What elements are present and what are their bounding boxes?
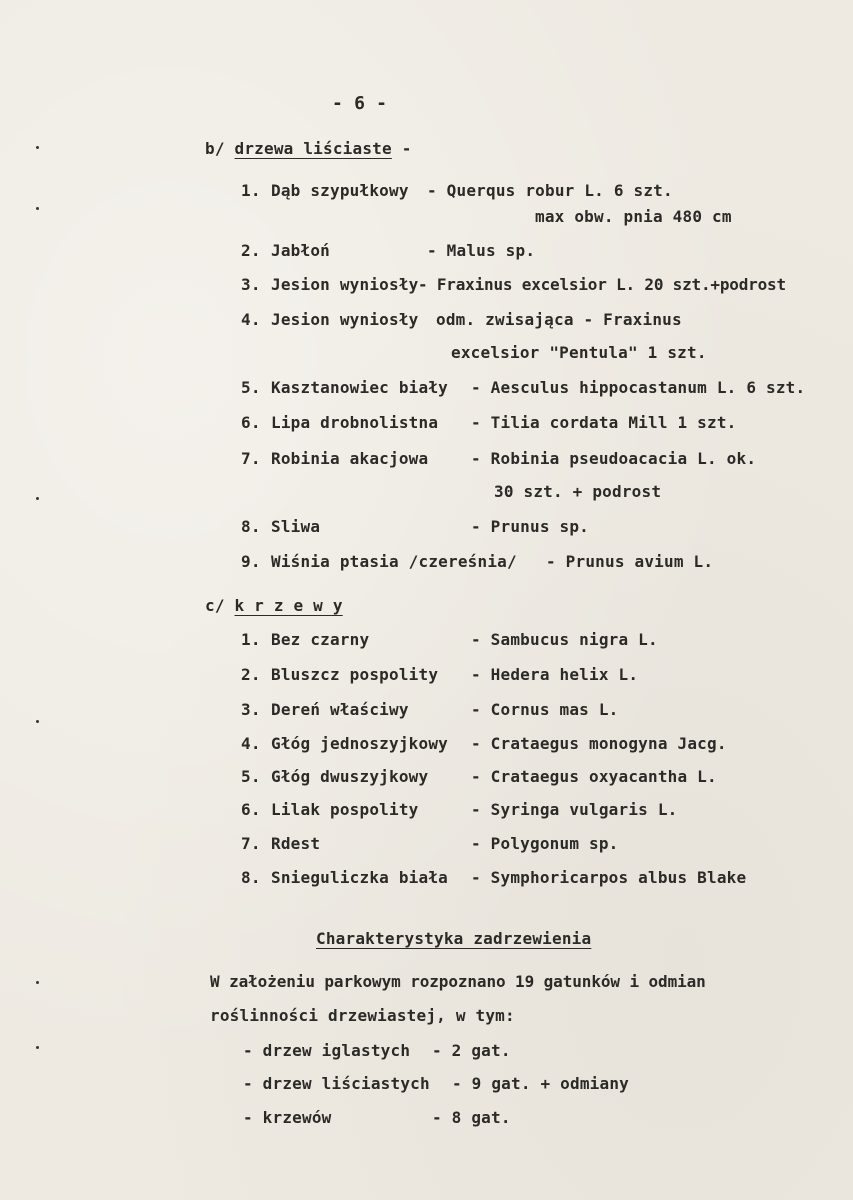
c-item-8-name: Snieguliczka biała: [271, 868, 448, 887]
b-item-4-name: Jesion wyniosły: [271, 310, 419, 329]
characteristic-paragraph-line2: roślinności drzewiastej, w tym:: [210, 1006, 515, 1025]
bullet-2-label: - drzew liściastych: [243, 1074, 430, 1093]
c-item-1-num: 1.: [241, 630, 261, 649]
margin-dot: [36, 720, 39, 723]
c-item-6-name: Lilak pospolity: [271, 800, 419, 819]
b-item-7-num: 7.: [241, 449, 261, 468]
b-item-9-latin: - Prunus avium L.: [546, 552, 714, 571]
b-item-6-latin: - Tilia cordata Mill 1 szt.: [471, 413, 737, 432]
bullet-2-value: - 9 gat. + odmiany: [452, 1074, 629, 1093]
c-item-3-latin: - Cornus mas L.: [471, 700, 619, 719]
b-item-4-num: 4.: [241, 310, 261, 329]
c-item-7-latin: - Polygonum sp.: [471, 834, 619, 853]
c-item-5-num: 5.: [241, 767, 261, 786]
c-item-6-latin: - Syringa vulgaris L.: [471, 800, 678, 819]
section-b-heading: [205, 139, 412, 159]
b-item-8-latin: - Prunus sp.: [471, 517, 589, 536]
c-item-2-name: Bluszcz pospolity: [271, 665, 439, 684]
b-item-3-latin: - Fraxinus excelsior L. 20 szt.+podrost: [418, 275, 786, 294]
b-item-3-name: Jesion wyniosły: [271, 275, 419, 294]
b-item-8-num: 8.: [241, 517, 261, 536]
c-item-7-name: Rdest: [271, 834, 321, 853]
b-item-3-num: 3.: [241, 275, 261, 294]
c-item-1-name: Bez czarny: [271, 630, 370, 649]
b-item-2-num: 2.: [241, 241, 261, 260]
bullet-3-label: - krzewów: [243, 1108, 332, 1127]
b-item-7-latin: - Robinia pseudoacacia L. ok.: [471, 449, 757, 468]
c-item-5-name: Głóg dwuszyjkowy: [271, 767, 429, 786]
b-item-9-num: 9.: [241, 552, 261, 571]
section-c-heading: [205, 596, 343, 616]
bullet-3-value: - 8 gat.: [432, 1108, 511, 1127]
section-c-label: c/: [205, 596, 225, 615]
b-item-1-num: 1.: [241, 181, 261, 200]
b-item-9-name: Wiśnia ptasia /czereśnia/: [271, 552, 517, 571]
c-item-7-num: 7.: [241, 834, 261, 853]
c-item-5-latin: - Crataegus oxyacantha L.: [471, 767, 717, 786]
margin-dot: [36, 207, 39, 210]
c-item-4-name: Głóg jednoszyjkowy: [271, 734, 448, 753]
b-item-5-name: Kasztanowiec biały: [271, 378, 448, 397]
c-item-2-latin: - Hedera helix L.: [471, 665, 639, 684]
characteristic-heading: Charakterystyka zadrzewienia: [316, 929, 592, 948]
b-item-7-name: Robinia akacjowa: [271, 449, 429, 468]
c-item-1-latin: - Sambucus nigra L.: [471, 630, 658, 649]
section-b-dash: -: [401, 139, 412, 158]
c-item-6-num: 6.: [241, 800, 261, 819]
bullet-1-value: - 2 gat.: [432, 1041, 511, 1060]
c-item-4-num: 4.: [241, 734, 261, 753]
b-item-5-num: 5.: [241, 378, 261, 397]
c-item-8-num: 8.: [241, 868, 261, 887]
c-item-2-num: 2.: [241, 665, 261, 684]
b-item-4-cont: excelsior "Pentula" 1 szt.: [451, 343, 707, 362]
b-item-1-name: Dąb szypułkowy: [271, 181, 409, 200]
c-item-3-name: Dereń właściwy: [271, 700, 409, 719]
b-item-6-name: Lipa drobnolistna: [271, 413, 439, 432]
c-item-8-latin: - Symphoricarpos albus Blake: [471, 868, 747, 887]
b-item-8-name: Sliwa: [271, 517, 321, 536]
b-item-1-cont: max obw. pnia 480 cm: [535, 207, 732, 226]
b-item-2-name: Jabłoń: [271, 241, 330, 260]
bullet-1-label: - drzew iglastych: [243, 1041, 411, 1060]
margin-dot: [36, 981, 39, 984]
c-item-4-latin: - Crataegus monogyna Jacg.: [471, 734, 727, 753]
section-c-title: k r z e w y: [234, 596, 343, 615]
b-item-6-num: 6.: [241, 413, 261, 432]
b-item-4-latin: odm. zwisająca - Fraxinus: [436, 310, 682, 329]
c-item-3-num: 3.: [241, 700, 261, 719]
margin-dot: [36, 1046, 39, 1049]
b-item-7-cont: 30 szt. + podrost: [494, 482, 662, 501]
b-item-5-latin: - Aesculus hippocastanum L. 6 szt.: [471, 378, 806, 397]
characteristic-paragraph-line1: W założeniu parkowym rozpoznano 19 gatunków i odmian: [210, 972, 706, 991]
margin-dot: [36, 146, 39, 149]
b-item-2-latin: - Malus sp.: [427, 241, 536, 260]
b-item-1-latin: - Querqus robur L. 6 szt.: [427, 181, 673, 200]
page-number: - 6 -: [332, 93, 388, 114]
section-b-title: drzewa liściaste: [234, 139, 392, 158]
section-b-label: b/: [205, 139, 225, 158]
margin-dot: [36, 497, 39, 500]
